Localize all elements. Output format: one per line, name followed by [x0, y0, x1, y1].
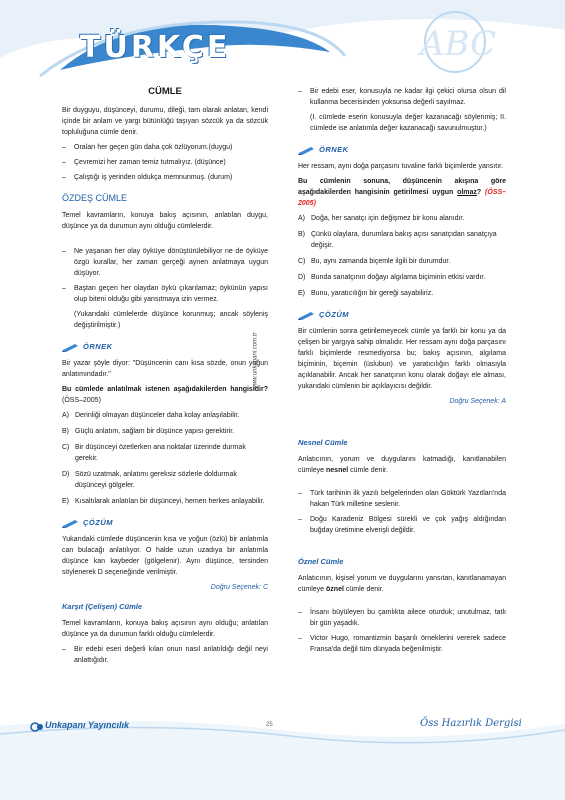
ornek-text: Bir yazar şöyle diyor: "Düşüncenin canı kısa sözde, onun yoğun anlatımındadır."	[62, 360, 268, 378]
section-title: CÜMLE	[148, 86, 182, 97]
cozum-text: Yukarıdaki cümlede düşüncenin kısa ve yoğun (özlü) bir anlatımla can bulacağı anlatılıyor. O halde uzun uzadıya bir anlatımla düşünce kan kaybeder (gölgelenir). Aynı düşünce, tersinden söylenerek D seçeneğinde verilmiştir.	[62, 536, 268, 576]
list-item: – Oraları her geçen gün daha çok özlüyorum.(duygu)	[62, 144, 233, 151]
ornek-badge: ÖRNEK	[298, 144, 506, 155]
list-item: – Türk tarihinin ilk yazılı belgelerinden olan Göktürk Yazıtları'nda hakan Türk milletine seslenir.	[298, 490, 506, 508]
publisher-name: Unkapanı Yayıncılık	[45, 720, 130, 730]
pencil-icon	[62, 518, 80, 528]
ornek-question: Bu cümlede anlatılmak istenen aşağıdakilerden hangisidir? (ÖSS–2005)	[62, 386, 268, 404]
option-c: C) Bir düşünceyi özetlerken ana noktalar üzerinde durmak gerekir.	[62, 444, 246, 462]
intro-paragraph: Bir duyguyu, düşünceyi, durumu, dileği, tam olarak anlatan, kendi içinde bir anlam ve yargı bütünlüğü taşıyan sözcük ya da sözcük topluluğuna cümle denir.	[62, 107, 268, 136]
cozum-badge: ÇÖZÜM	[62, 517, 268, 528]
ozdes-paragraph: Temel kavramların, konuya bakış açısının, anlatılan duygu, düşünce ya da durumun aynı olduğu cümlelerdir.	[62, 212, 268, 230]
nesnel-paragraph: Anlatıcının, yorum ve duygularını katmadığı, kanıtlanabilen cümleye nesnel cümle denir.	[298, 456, 506, 474]
left-column	[62, 86, 268, 670]
page-number: 25	[266, 722, 273, 728]
pencil-icon	[62, 342, 80, 352]
page-footer	[0, 716, 565, 800]
karsit-paragraph: Temel kavramların, konuya bakış açısının aynı olduğu; anlatılan düşünce ya da durumun farklı olduğu cümlelerdir.	[62, 620, 268, 638]
pencil-icon	[298, 310, 316, 320]
list-item: – Çalıştığı iş yerinden oldukça memnunmuş. (durum)	[62, 174, 233, 181]
oznel-heading: Öznel Cümle	[298, 557, 344, 566]
option-b: B) Çünkü olaylara, durumlara bakış açısı sanatçıdan sanatçıya değişir.	[298, 231, 497, 249]
list-item: – Çevremizi her zaman temiz tutmalıyız. (düşünce)	[62, 159, 226, 166]
option-a: A) Doğa, her sanatçı için değişmez bir konu alanıdır.	[298, 215, 465, 222]
karsit-heading: Karşıt (Çelişen) Cümle	[62, 602, 143, 611]
cozum-badge: ÇÖZÜM	[298, 309, 506, 320]
option-a: A) Derinliği olmayan düşünceler daha kolay anlaşılabilir.	[62, 412, 240, 419]
option-e: E) Kısaltılarak anlatılan bir düşünceyi, hemen herkes anlayabilir.	[62, 498, 265, 505]
nesnel-heading: Nesnel Cümle	[298, 438, 348, 447]
right-column	[298, 86, 506, 659]
answer-label: Doğru Seçenek: A	[449, 398, 506, 405]
answer-label: Doğru Seçenek: C	[210, 584, 268, 591]
option-d: D) Sözü uzatmak, anlatımı gereksiz sözlerle doldurmak düşünceyi gölgeler.	[62, 471, 237, 489]
website-side-text: www.unkapani.com.tr	[252, 332, 259, 390]
ornek-badge: ÖRNEK	[62, 341, 268, 352]
list-item: – Baştan geçen her olaydan öykü çıkarılamaz; öykünün yapısı olup biteni olduğu gibi yansıtmaya izin vermez.	[62, 285, 268, 303]
series-name: Öss Hazırlık Dergisi	[420, 718, 522, 729]
option-c: C) Bu, aynı zamanda biçemle ilgili bir durumdur.	[298, 258, 451, 265]
ozdes-heading: ÖZDEŞ CÜMLE	[62, 193, 128, 203]
option-d: D) Bunda sanatçının doğayı algılama biçiminin etkisi vardır.	[298, 274, 486, 281]
subject-title: TÜRKÇE	[80, 30, 231, 65]
publisher-logo-icon	[30, 722, 44, 732]
list-item: – Bir edebi eseri değerli kılan onun nasıl anlatıldığı değil neyi anlattığıdır.	[62, 646, 268, 664]
ozdes-note: (Yukarıdaki cümlelerde düşünce korunmuş; ancak söyleniş değiştirilmiştir.)	[74, 311, 268, 329]
oznel-paragraph: Anlatıcının, kişisel yorum ve duygularını yansıtan, kanıtlanamayan cümleye öznel cümle denir.	[298, 575, 506, 593]
ornek-question: Bu cümlenin sonuna, düşüncenin akışına göre aşağıdakilerden hangisinin getirilmesi uygun olmaz? (ÖSS–2005)	[298, 178, 507, 207]
svg-text:ABC: ABC	[420, 24, 497, 64]
top-note: (I. cümlede eserin konusuyla değer kazanacağı söylenmiş; II. cümlede ise anlatımla değer kazanacağı savunulmuştur.)	[310, 114, 506, 132]
option-e: E) Bunu, yaratıcılığın bir gereği sayabiliriz.	[298, 290, 434, 297]
page-header	[0, 0, 565, 80]
list-item: – Bir edebi eser, konusuyla ne kadar ilgi çekici olursa olsun dil kullanma becerisinden yoksunsa değerli sayılmaz.	[298, 88, 506, 106]
option-b: B) Güçlü anlatım, sağlam bir düşünce yapısı gerektirir.	[62, 428, 235, 435]
list-item: – Victor Hugo, romantizmin başarılı örneklerini vererek sadece Fransa'da değil tüm dünyada beğenilmiştir.	[298, 635, 506, 653]
list-item: – İnsanı büyüleyen bu çamlıkta ailece oturduk; unutulmaz, tatlı bir gün yaşadık.	[298, 609, 506, 627]
list-item: – Doğu Karadeniz Bölgesi sürekli ve çok yağış aldığından buğday üretimine elverişli değildir.	[298, 516, 506, 534]
ornek-text: Her ressam, aynı doğa parçasını tuvaline farklı biçimlerde yansıtır.	[298, 163, 504, 170]
pencil-icon	[298, 145, 316, 155]
cozum-text: Bir cümlenin sonra getirilemeyecek cümle ya farklı bir konu ya da çelişen bir yargıya sahip olmalıdır. Her ressam aynı doğa parçasını farklı biçimlerde resmediyorsa bu; bakış açısının, algılama biçiminin, biçemin (üslubun) ve yaratıcılığın farklı olmasıyla açıklanabilir. Ancak her sanatçının konu olarak doğayı ele alması, yukarıdaki cümlenin bir açıklayıcısı değildir.	[298, 328, 506, 390]
list-item: – Ne yaşanan her olay öyküye dönüştürülebiliyor ne de öyküye özgü kurallar, her zaman gerçeği aynen anlatmaya uygun düşüyor.	[62, 248, 268, 277]
